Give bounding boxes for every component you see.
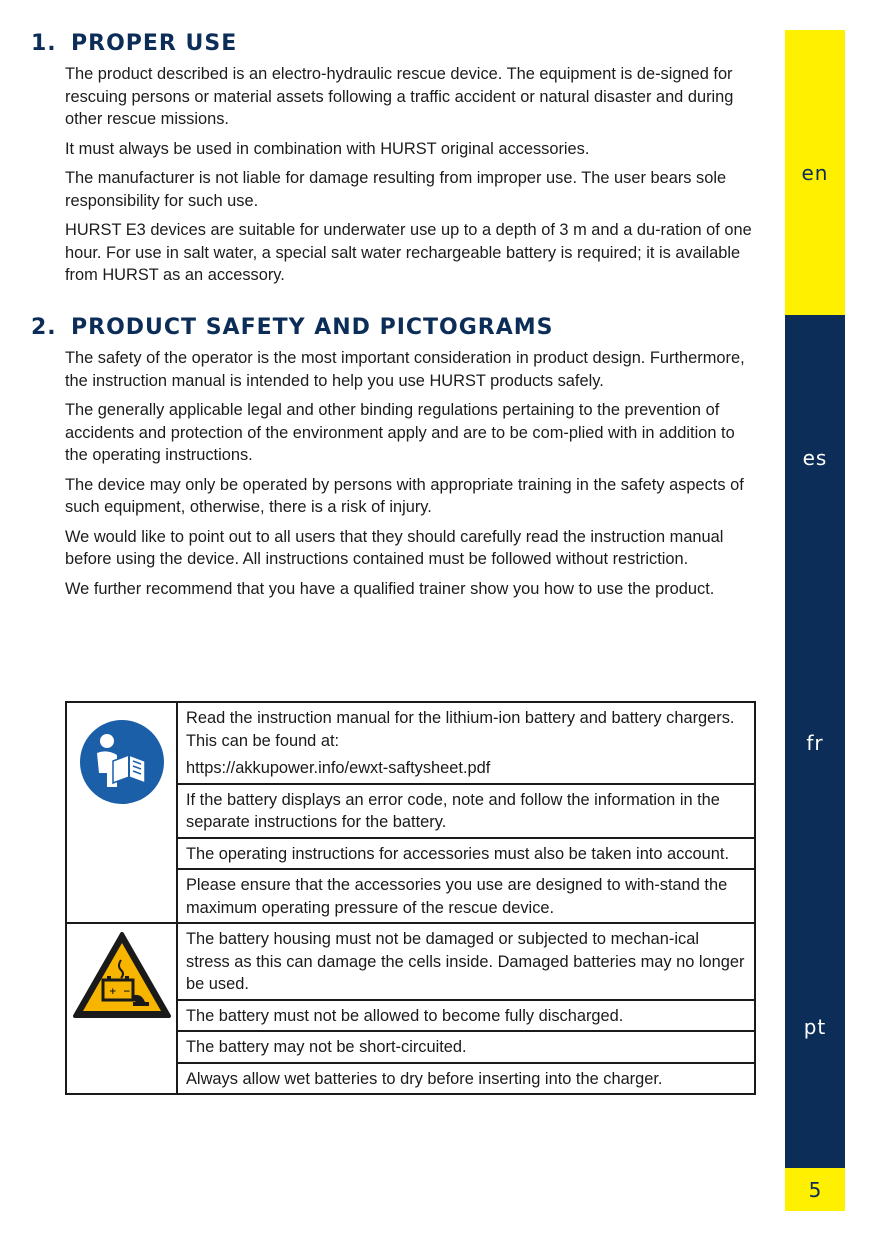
row-text: Always allow wet batteries to dry before inserting into the charger. [186,1069,663,1088]
table-row [178,783,754,837]
paragraph: The device may only be operated by persons with appropriate training in the safety aspects of such equipment, otherwise, there is a risk of injury. [65,475,744,516]
tab-label: en [801,160,829,185]
table-row [178,999,754,1031]
row-text: Read the instruction manual for the lithium-ion battery and battery chargers. This can be found at: [186,709,735,750]
paragraph: It must always be used in combination with HURST original accessories. [65,139,590,158]
section-2-title: PRODUCT SAFETY AND PICTOGRAMS [71,315,554,340]
table-group-battery [67,922,754,1093]
table-rows [178,924,754,1093]
pictogram-cell [67,703,178,922]
row-text: Please ensure that the accessories you use are designed to with-stand the maximum operating pressure of the rescue device. [186,876,728,917]
tab-es[interactable] [785,315,845,600]
paragraph: HURST E3 devices are suitable for underwater use up to a depth of 3 m and a du-ration of one hour. For use in salt water, a special salt water rechargeable battery is required; it is available from HURST as an accessory. [65,221,752,284]
tab-fr[interactable] [785,600,845,885]
section-1-heading [31,31,237,56]
tab-label: pt [803,1015,827,1039]
paragraph: The safety of the operator is the most important consideration in product design. Furthermore, the instruction manual is intended to help you use HURST products safely. [65,349,745,390]
table-row [178,1030,754,1062]
section-1-body [65,63,758,294]
table-group-manual [67,703,754,922]
row-text: The battery housing must not be damaged or subjected to mechan-ical stress as this can damage the cells inside. Damaged batteries may no longer be used. [186,930,745,993]
language-tabs [785,30,845,1169]
paragraph: We would like to point out to all users that they should carefully read the instruction manual before using the device. All instructions contained must be followed without restriction. [65,527,724,568]
battery-warning-icon [71,930,173,1020]
section-2-body [65,347,758,607]
row-text: If the battery displays an error code, note and follow the information in the separate instructions for the battery. [186,790,720,831]
table-row [178,703,754,783]
tab-pt[interactable] [785,885,845,1169]
paragraph: The product described is an electro-hydraulic rescue device. The equipment is de-signed for rescuing persons or material assets following a traffic accident or natural disaster and during other rescue missions. [65,65,734,128]
table-row [178,1062,754,1094]
row-text: The operating instructions for accessories must also be taken into account. [186,844,729,863]
paragraph: The generally applicable legal and other binding regulations pertaining to the prevention of accidents and protection of the environment apply and are to be com-plied with in addition to the operating instructions. [65,401,735,464]
table-row [178,868,754,922]
tab-en[interactable] [785,30,845,315]
tab-label: fr [806,730,824,755]
tab-label: es [802,445,828,470]
section-1-number: 1. [31,31,57,56]
safety-pictogram-table [65,701,756,1095]
paragraph: The manufacturer is not liable for damage resulting from improper use. The user bears sole responsibility for such use. [65,169,727,210]
pictogram-cell [67,924,178,1093]
read-manual-icon [77,717,167,807]
svg-text:+: + [108,987,117,997]
page-number: 5 [785,1168,845,1211]
table-row [178,924,754,999]
section-2-number: 2. [31,315,57,340]
table-rows [178,703,754,922]
paragraph: We further recommend that you have a qualified trainer show you how to use the product. [65,579,715,598]
row-text: The battery may not be short-circuited. [186,1038,467,1056]
table-row [178,837,754,869]
row-text: The battery must not be allowed to become fully discharged. [186,1006,624,1025]
section-1-title: PROPER USE [71,31,238,56]
manual-link[interactable]: https://akkupower.info/ewxt-saftysheet.pdf [186,759,491,777]
svg-text:−: − [122,987,131,997]
section-2-heading [31,315,554,340]
